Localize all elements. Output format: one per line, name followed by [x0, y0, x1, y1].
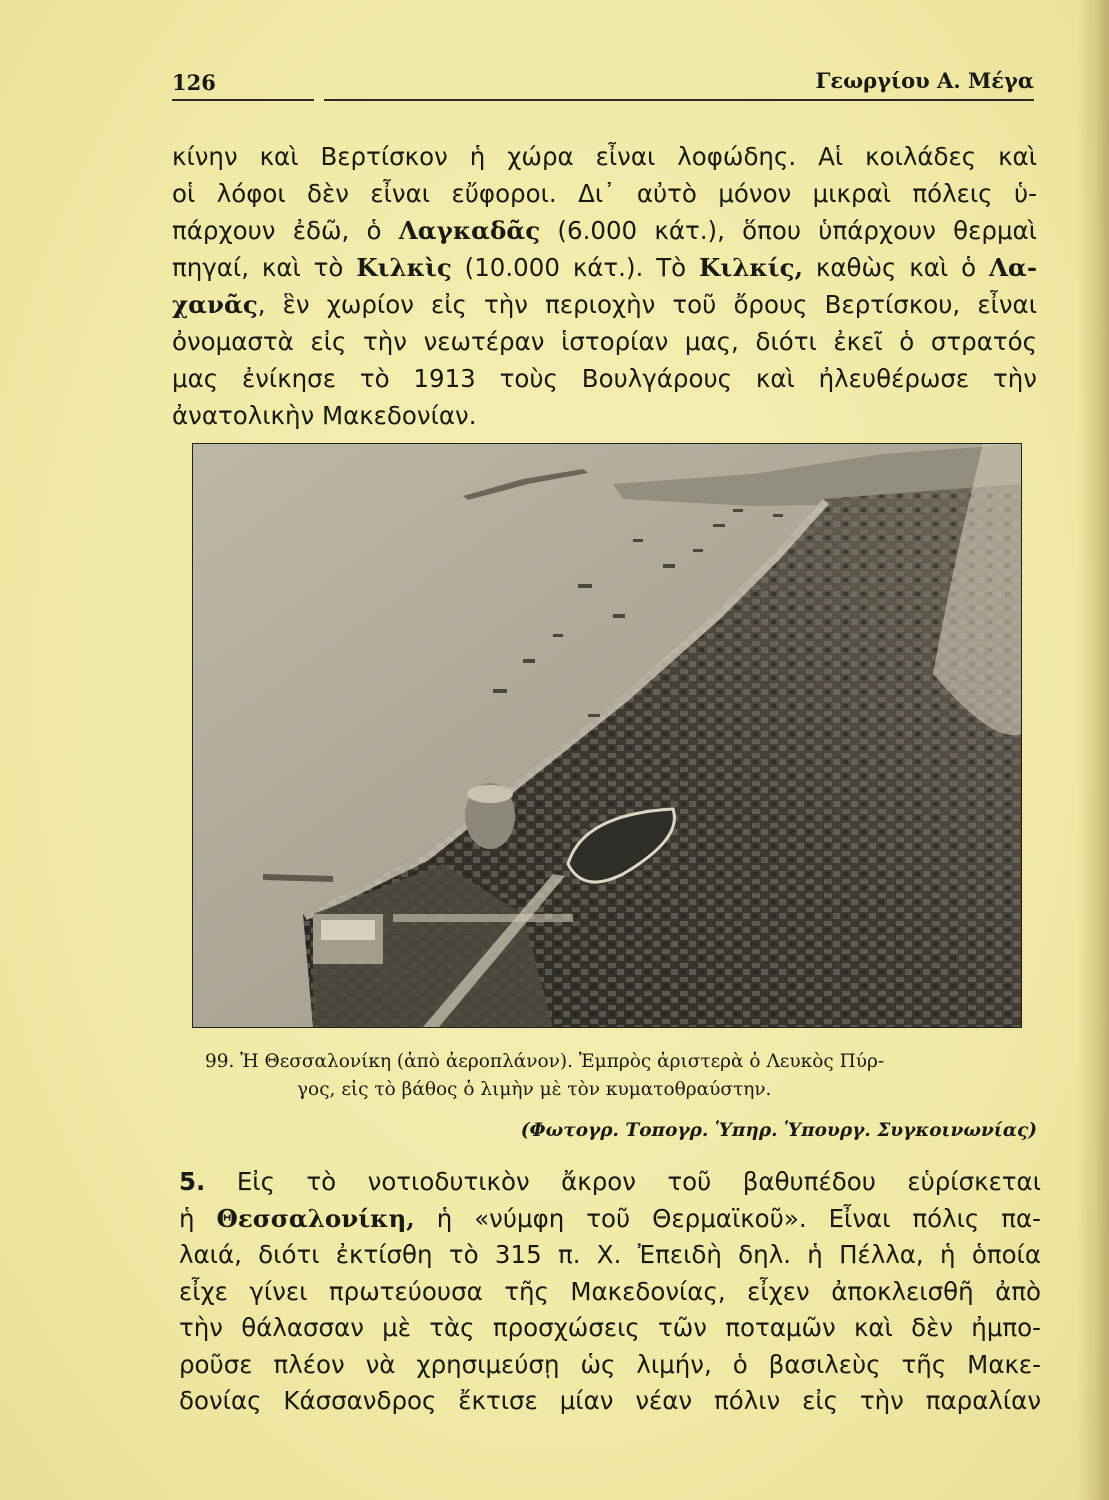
text-run: Εἰς τὸ νοτιοδυτικὸν ἄκρον τοῦ βαθυπέδου εὑρίσκεται — [205, 1167, 1041, 1196]
book-spine-shadow — [1077, 0, 1109, 1500]
place-name-lachanas-end: χανᾶς — [172, 290, 258, 319]
text-run: πάρχουν ἐδῶ, ὁ — [172, 216, 399, 245]
text-line — [172, 212, 1037, 249]
header-rule — [172, 99, 1034, 101]
text-line: μας ἐνίκησε τὸ 1913 τοὺς Βουλγάρους καὶ ἠλευθέρωσε τὴν — [172, 364, 1037, 393]
text-run: (10.000 κάτ.). Τὸ — [451, 253, 700, 282]
text-run: , ἓν χωρίον εἰς τὴν περιοχὴν τοῦ ὄρους Βερτίσκου, εἶναι — [257, 290, 1037, 319]
place-name-lachanas: Λα- — [988, 253, 1037, 282]
text-line: κίνην καὶ Βερτίσκον ἡ χώρα εἶναι λοφώδης. Αἱ κοιλάδες καὶ — [172, 142, 1037, 171]
photo-credit: (Φωτογρ. Τοπογρ. Ὑπηρ. Ὑπουργ. Συγκοινωνίας) — [520, 1120, 1037, 1141]
caption-line-2: γος, εἰς τὸ βάθος ὁ λιμὴν μὲ τὸν κυματοθραύστην. — [297, 1079, 772, 1100]
aerial-photo-thessaloniki — [192, 443, 1022, 1028]
figure-caption — [205, 1048, 1005, 1104]
caption-line-1: 99. Ἡ Θεσσαλονίκη (ἀπὸ ἀεροπλάνον). Ἐμπρὸς ἀριστερὰ ὁ Λευκὸς Πύρ- — [205, 1051, 885, 1072]
header-rule-gap — [314, 98, 324, 102]
place-name-langadas: Λαγκαδᾶς — [398, 216, 541, 245]
section-number: 5. — [179, 1167, 206, 1196]
text-line: τὴν θάλασσαν μὲ τὰς προσχώσεις τῶν ποταμῶν καὶ δὲν ἠμπο- — [179, 1313, 1041, 1342]
place-name-thessaloniki: Θεσσαλονίκη, — [216, 1203, 415, 1233]
text-run: ἡ — [179, 1203, 217, 1233]
place-name-kilkis: Κιλκὶς — [356, 253, 452, 282]
text-run: καθὼς καὶ ὁ — [803, 253, 989, 282]
text-line: ροῦσε πλέον νὰ χρησιμεύσῃ ὡς λιμήν, ὁ βασιλεὺς τῆς Μακε- — [179, 1349, 1041, 1379]
paragraph-2 — [179, 1164, 1041, 1420]
text-line: οἱ λόφοι δὲν εἶναι εὔφοροι. Δι᾿ αὐτὸ μόνον μικραὶ πόλεις ὑ- — [172, 179, 1037, 208]
text-line — [179, 1164, 1041, 1201]
text-line — [172, 249, 1037, 286]
page-number: 126 — [172, 70, 216, 95]
photo-white-tower-top — [467, 785, 513, 803]
photo-road-2 — [393, 914, 573, 922]
text-line — [172, 286, 1037, 323]
text-run: πηγαί, καὶ τὸ — [172, 253, 357, 282]
page-header — [172, 62, 1034, 102]
text-line: ἀνατολικὴν Μακεδονίαν. — [172, 401, 477, 430]
text-line — [179, 1201, 1041, 1238]
paragraph-1 — [172, 138, 1037, 434]
text-run: ἡ «νύμφη τοῦ Θερμαϊκοῦ». Εἶναι πόλις πα- — [414, 1203, 1041, 1233]
text-line: δονίας Κάσσανδρος ἔκτισε μίαν νέαν πόλιν εἰς τὴν παραλίαν — [179, 1386, 1041, 1415]
photo-building-roof — [321, 920, 375, 940]
text-line: λαιά, διότι ἐκτίσθη τὸ 315 π. Χ. Ἐπειδὴ δηλ. ἡ Πέλλα, ἡ ὁποία — [179, 1240, 1041, 1269]
place-name-kilkis-2: Κιλκίς, — [699, 253, 804, 282]
running-title: Γεωργίου Α. Μέγα — [815, 68, 1034, 93]
text-run: (6.000 κάτ.), ὅπου ὑπάρχουν θερμαὶ — [540, 216, 1037, 245]
text-line: ὀνομαστὰ εἰς τὴν νεωτέραν ἱστορίαν μας, διότι ἐκεῖ ὁ στρατός — [172, 327, 1037, 356]
text-line: εἶχε γίνει πρωτεύουσα τῆς Μακεδονίας, εἶχεν ἀποκλεισθῆ ἀπὸ — [179, 1276, 1041, 1306]
